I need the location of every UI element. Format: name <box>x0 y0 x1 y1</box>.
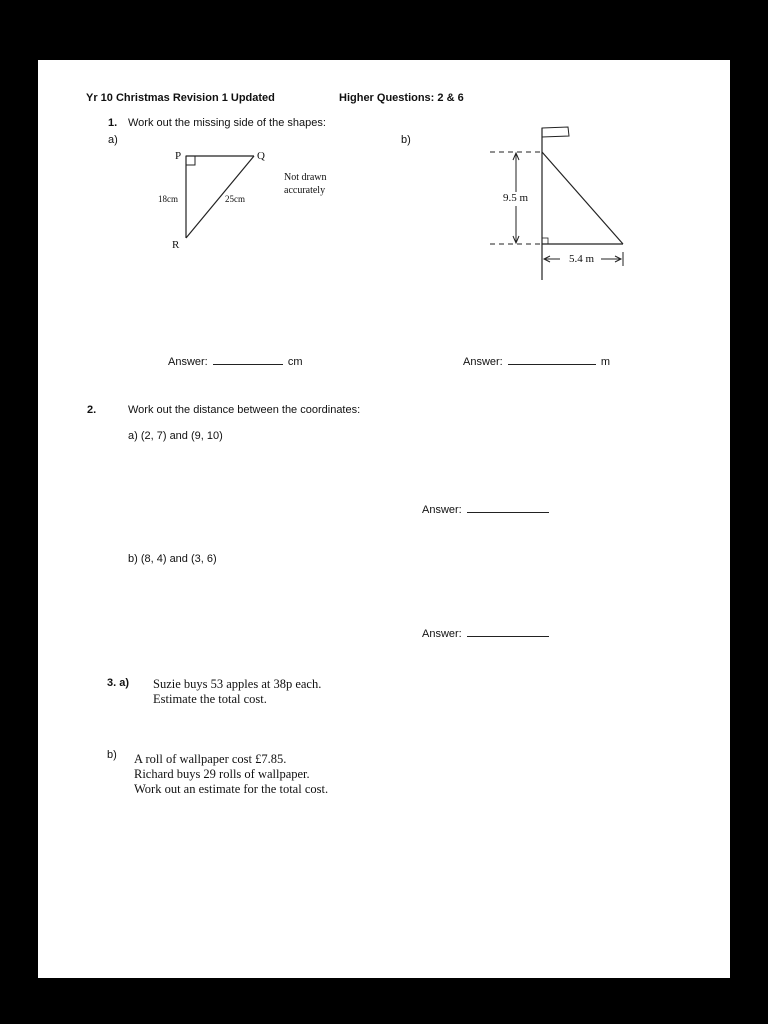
vertex-r-label: R <box>172 239 180 251</box>
q1a-answer <box>168 355 303 368</box>
q1a-answer-field[interactable] <box>213 355 283 365</box>
worksheet-page <box>38 60 730 978</box>
side-pr-label: 18cm <box>158 194 178 204</box>
q1b-answer <box>463 355 610 368</box>
q2b-answer <box>422 627 549 640</box>
q1a-answer-label: Answer: <box>168 356 208 368</box>
q1a-answer-unit: cm <box>287 356 303 368</box>
q3a-line2: Estimate the total cost. <box>153 692 267 706</box>
q1-prompt: Work out the missing side of the shapes: <box>128 117 326 129</box>
q1b-answer-label: Answer: <box>463 356 503 368</box>
q3b-line1: A roll of wallpaper cost £7.85. <box>134 752 287 766</box>
q2-number: 2. <box>87 404 97 416</box>
q2a-text: a) (2, 7) and (9, 10) <box>128 430 223 442</box>
q2b-text: b) (8, 4) and (3, 6) <box>128 553 217 565</box>
q3b-label: b) <box>107 749 117 761</box>
q2a-answer <box>422 503 549 516</box>
q3b-line3: Work out an estimate for the total cost. <box>134 782 329 796</box>
q3b-line2: Richard buys 29 rolls of wallpaper. <box>134 767 310 781</box>
height-label: 9.5 m <box>503 192 529 204</box>
not-drawn-note-line2: accurately <box>284 185 326 196</box>
q2a-answer-label: Answer: <box>422 504 462 516</box>
q2b-answer-label: Answer: <box>422 628 462 640</box>
q3a-label: 3. a) <box>107 677 130 689</box>
vertex-p-label: P <box>175 150 182 162</box>
worksheet-subtitle: Higher Questions: 2 & 6 <box>339 92 464 104</box>
not-drawn-note-line1: Not drawn <box>284 172 327 183</box>
side-qr-label: 25cm <box>225 194 245 204</box>
q1a-label: a) <box>108 134 118 146</box>
q2-prompt: Work out the distance between the coordinates: <box>128 404 361 416</box>
base-label: 5.4 m <box>569 253 595 265</box>
q2b-answer-field[interactable] <box>467 627 549 637</box>
worksheet-title: Yr 10 Christmas Revision 1 Updated <box>86 92 275 104</box>
q2a-answer-field[interactable] <box>467 503 549 513</box>
q1-number: 1. <box>108 117 118 129</box>
q1b-label: b) <box>401 134 411 146</box>
q3a-line1: Suzie buys 53 apples at 38p each. <box>153 677 322 691</box>
q1b-answer-field[interactable] <box>508 355 596 365</box>
vertex-q-label: Q <box>257 150 265 162</box>
triangle-pqr-diagram <box>178 150 258 250</box>
q1b-answer-unit: m <box>600 356 611 368</box>
